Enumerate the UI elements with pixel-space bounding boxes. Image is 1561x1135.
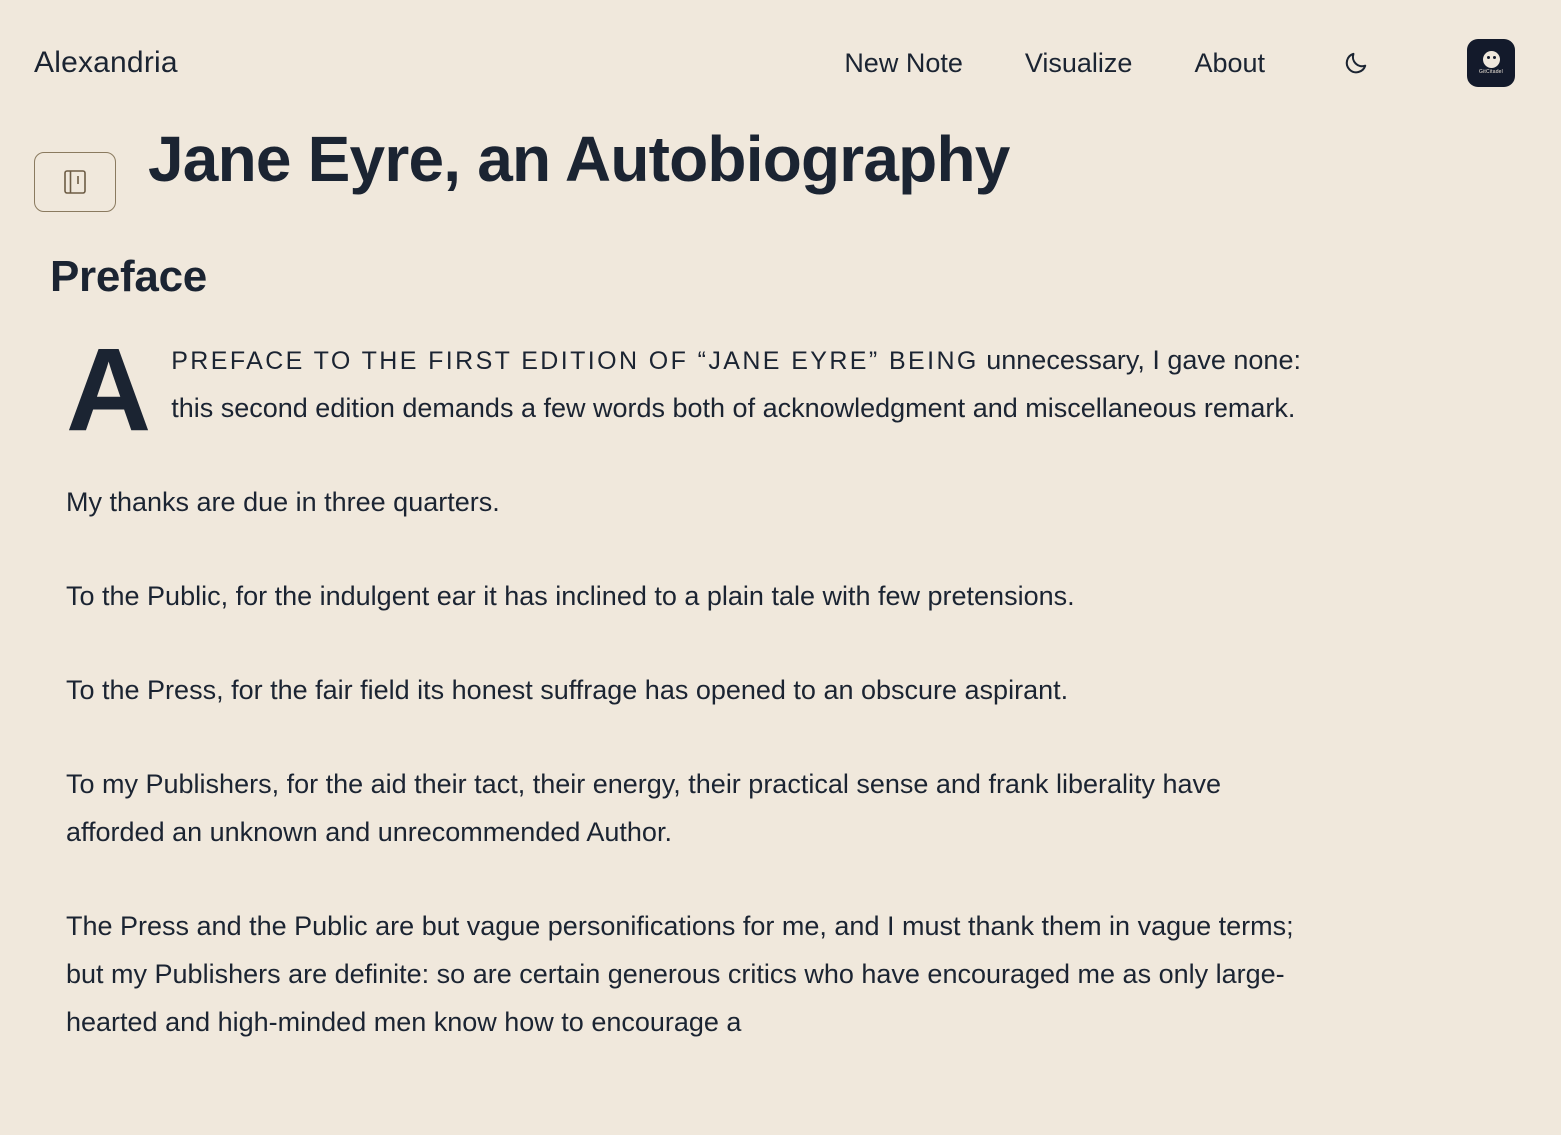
lead-paragraph (66, 324, 1326, 456)
main-nav (844, 39, 1515, 87)
account-avatar[interactable] (1467, 39, 1515, 87)
paragraph: To my Publishers, for the aid their tact, their energy, their practical sense and frank liberality have afforded an unknown and unrecommended Author. (66, 769, 1222, 848)
drop-cap: A (66, 324, 152, 456)
book-icon[interactable] (34, 152, 116, 212)
lead-smallcaps: PREFACE TO THE FIRST EDITION OF “JANE EYRE” BEING (171, 347, 979, 375)
section-title: Preface (50, 252, 207, 301)
site-header (0, 0, 1561, 126)
brand-logo[interactable]: Alexandria (34, 46, 178, 79)
paragraph: To the Public, for the indulgent ear it has inclined to a plain tale with few pretensions. (66, 581, 1075, 612)
paragraph: My thanks are due in three quarters. (66, 487, 500, 518)
moon-icon[interactable] (1337, 44, 1375, 82)
document-body (0, 123, 1561, 1046)
title-row (34, 123, 1521, 212)
lead-rest: unnecessary, I gave none: this second edition demands a few words both of acknowledgment and miscellaneous remark. (171, 345, 1301, 424)
nav-item-about[interactable]: About (1194, 47, 1265, 78)
nav-item-new-note[interactable]: New Note (844, 47, 963, 78)
body-column (66, 324, 1326, 1046)
paragraph: To the Press, for the fair field its honest suffrage has opened to an obscure aspirant. (66, 675, 1069, 706)
avatar-glyph-icon (1483, 51, 1500, 68)
paragraph: The Press and the Public are but vague personifications for me, and I must thank them in vague terms; but my Publishers are definite: so are certain generous critics who have encouraged me as only large-hearted and high-minded men know how to encourage a (66, 911, 1294, 1038)
account-badge-label: GitCitadel (1479, 69, 1503, 75)
nav-item-visualize[interactable]: Visualize (1024, 47, 1133, 78)
page-title: Jane Eyre, an Autobiography (148, 123, 1010, 195)
